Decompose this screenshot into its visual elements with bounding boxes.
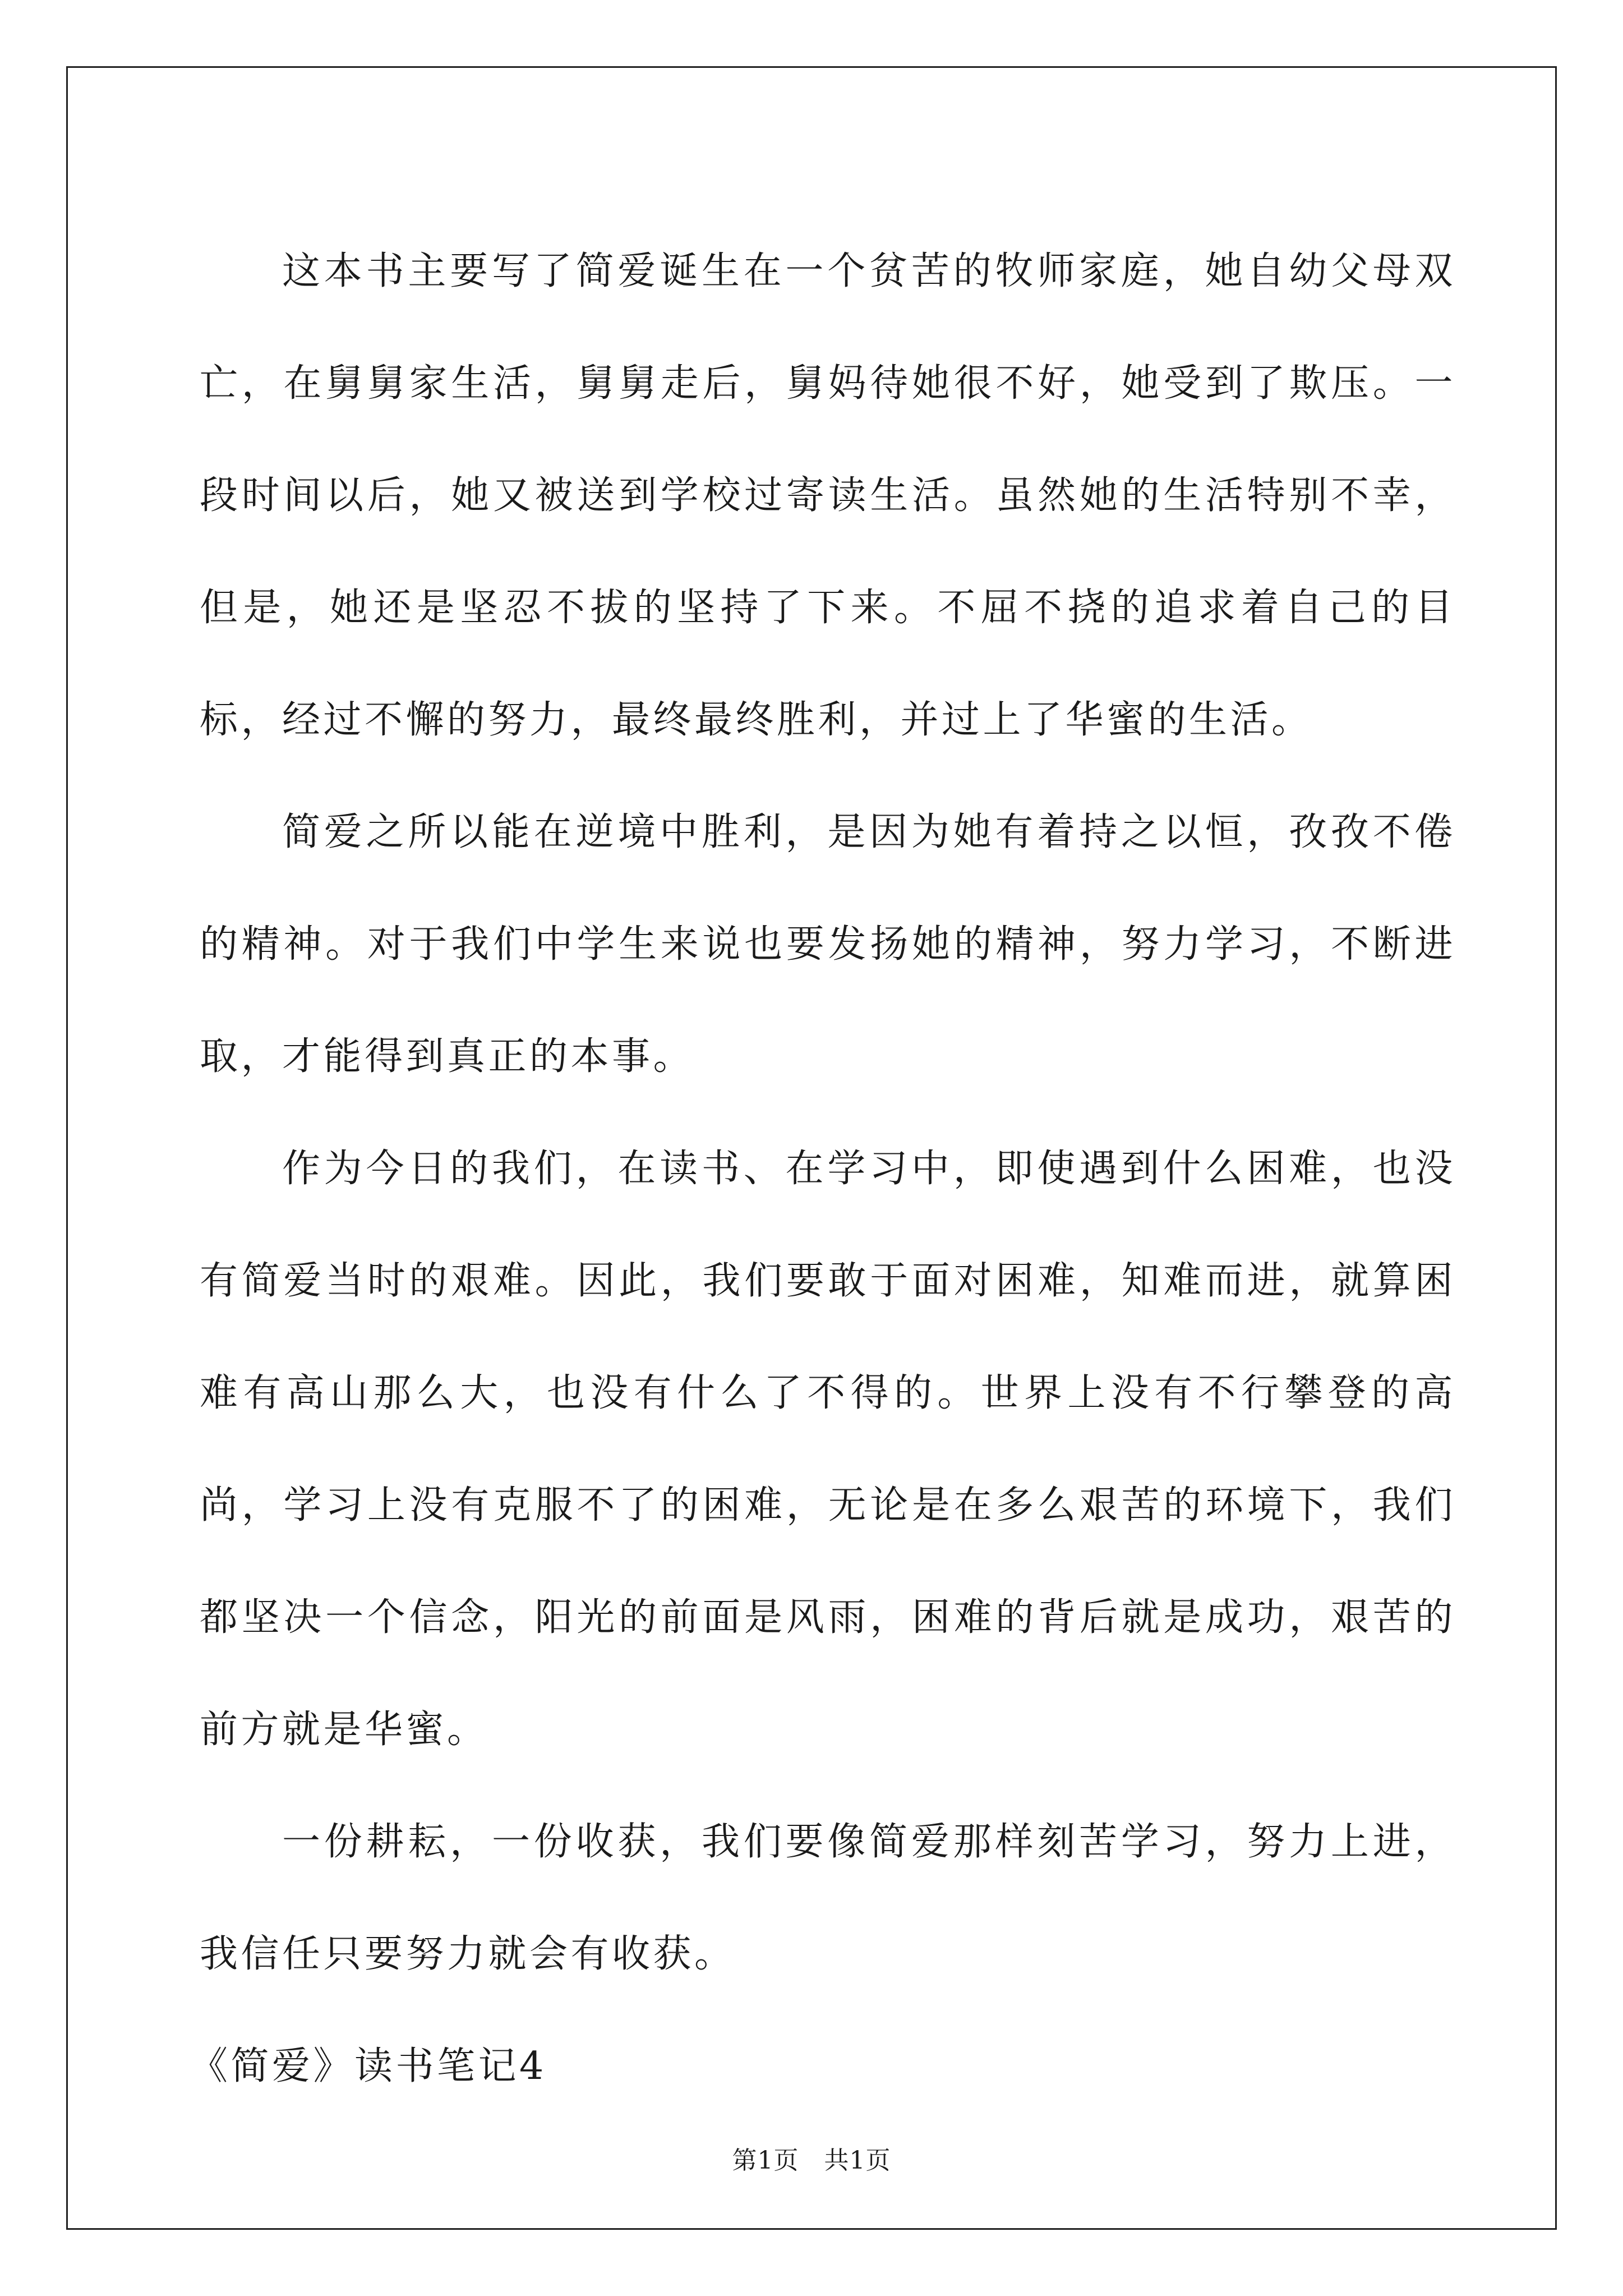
page-number: 第1页 bbox=[732, 2146, 799, 2175]
document-body bbox=[190, 215, 1456, 2123]
paragraph-1: 这本书主要写了简爱诞生在一个贫苦的牧师家庭，她自幼父母双亡，在舅舅家生活，舅舅走后，舅妈待她很不好，她受到了欺压。一段时间以后，她又被送到学校过寄读生活。虽然她的生活特别不幸，但是，她还是坚忍不拔的坚持了下来。不屈不挠的追求着自己的目标，经过不懈的努力，最终最终胜利，并过上了华蜜的生活。 bbox=[200, 249, 1456, 742]
paragraph-2: 简爱之所以能在逆境中胜利，是因为她有着持之以恒，孜孜不倦的精神。对于我们中学生来说也要发扬她的精神，努力学习，不断进取，才能得到真正的本事。 bbox=[200, 810, 1456, 1079]
section-heading: 《简爱》读书笔记4 bbox=[190, 2044, 547, 2088]
page-footer bbox=[0, 2140, 1623, 2176]
page-total: 共1页 bbox=[824, 2146, 891, 2175]
paragraph-3: 作为今日的我们，在读书、在学习中，即使遇到什么困难，也没有简爱当时的艰难。因此，我们要敢于面对困难，知难而进，就算困难有高山那么大，也没有什么了不得的。世界上没有不行攀登的高尚，学习上没有克服不了的困难，无论是在多么艰苦的环境下，我们都坚决一个信念，阳光的前面是风雨，困难的背后就是成功，艰苦的前方就是华蜜。 bbox=[200, 1147, 1456, 1752]
paragraph-4: 一份耕耘，一份收获，我们要像简爱那样刻苦学习，努力上进，我信任只要努力就会有收获。 bbox=[200, 1820, 1456, 1976]
